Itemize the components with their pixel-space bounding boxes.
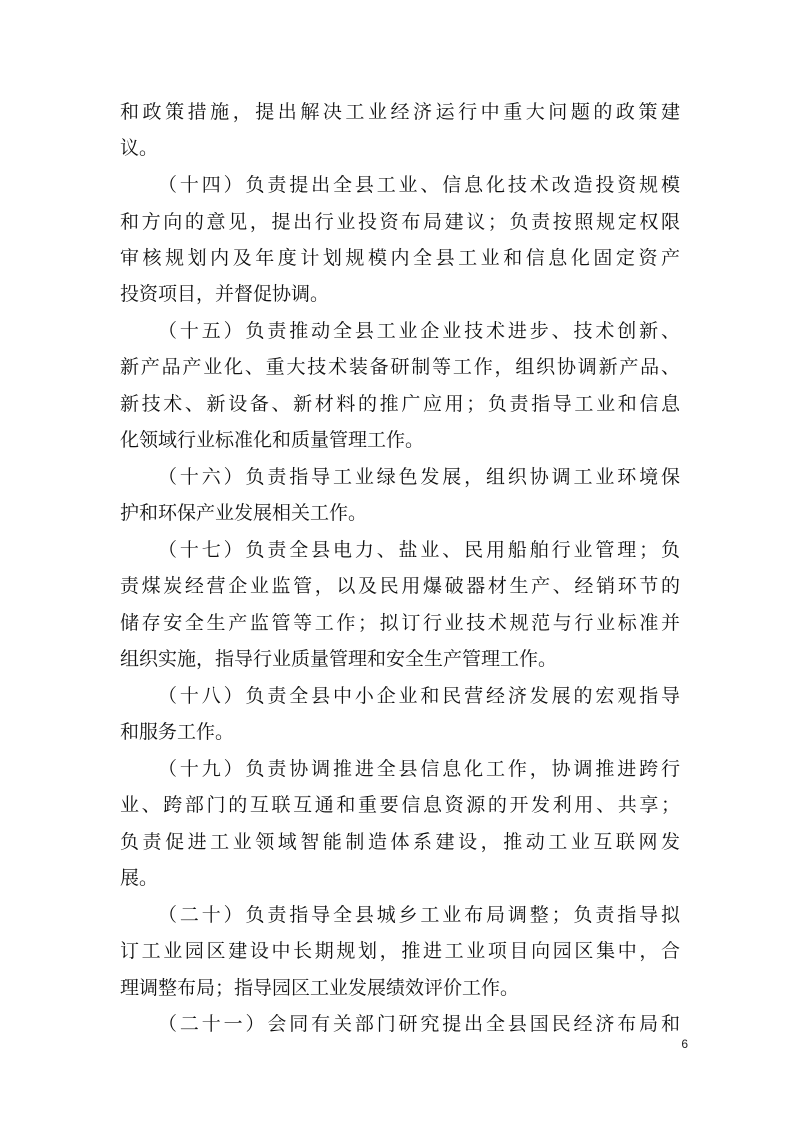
text-line: 业、跨部门的互联互通和重要信息资源的开发利用、共享；	[120, 794, 680, 816]
text-line: （十四）负责提出全县工业、信息化技术改造投资规模	[158, 174, 680, 196]
text-line: 组织实施，指导行业质量管理和安全生产管理工作。	[120, 648, 558, 670]
text-line: （十九）负责协调推进全县信息化工作，协调推进跨行	[158, 758, 680, 780]
text-line: （十七）负责全县电力、盐业、民用船舶行业管理；负	[158, 539, 680, 561]
text-line: 护和环保产业发展相关工作。	[120, 502, 368, 524]
text-line: 展。	[120, 867, 159, 889]
text-line: 议。	[120, 137, 159, 159]
text-line: 审核规划内及年度计划规模内全县工业和信息化固定资产	[120, 247, 680, 269]
text-line: 理调整布局；指导园区工业发展绩效评价工作。	[120, 977, 520, 999]
text-line: 投资项目，并督促协调。	[120, 283, 330, 305]
text-line: （二十一）会同有关部门研究提出全县国民经济布局和	[158, 1013, 680, 1035]
text-line: 化领域行业标准化和质量管理工作。	[120, 429, 425, 451]
text-line: 责煤炭经营企业监管，以及民用爆破器材生产、经销环节的	[120, 575, 680, 597]
text-line: 新技术、新设备、新材料的推广应用；负责指导工业和信息	[120, 393, 680, 415]
text-line: 和方向的意见，提出行业投资布局建议；负责按照规定权限	[120, 211, 680, 233]
page-number: 6	[681, 1037, 688, 1051]
text-line: 负责促进工业领域智能制造体系建设，推动工业互联网发	[120, 831, 680, 853]
text-line: （十六）负责指导工业绿色发展，组织协调工业环境保	[158, 466, 680, 488]
text-line: 和政策措施，提出解决工业经济运行中重大问题的政策建	[120, 101, 680, 123]
text-line: 和服务工作。	[120, 721, 235, 743]
text-line: （二十）负责指导全县城乡工业布局调整；负责指导拟	[158, 904, 680, 926]
text-line: 订工业园区建设中长期规划，推进工业项目向园区集中，合	[120, 940, 680, 962]
text-line: （十五）负责推动全县工业企业技术进步、技术创新、	[158, 320, 680, 342]
text-line: 储存安全生产监管等工作；拟订行业技术规范与行业标准并	[120, 612, 680, 634]
text-line: 新产品产业化、重大技术装备研制等工作，组织协调新产品、	[120, 356, 680, 378]
text-line: （十八）负责全县中小企业和民营经济发展的宏观指导	[158, 685, 680, 707]
